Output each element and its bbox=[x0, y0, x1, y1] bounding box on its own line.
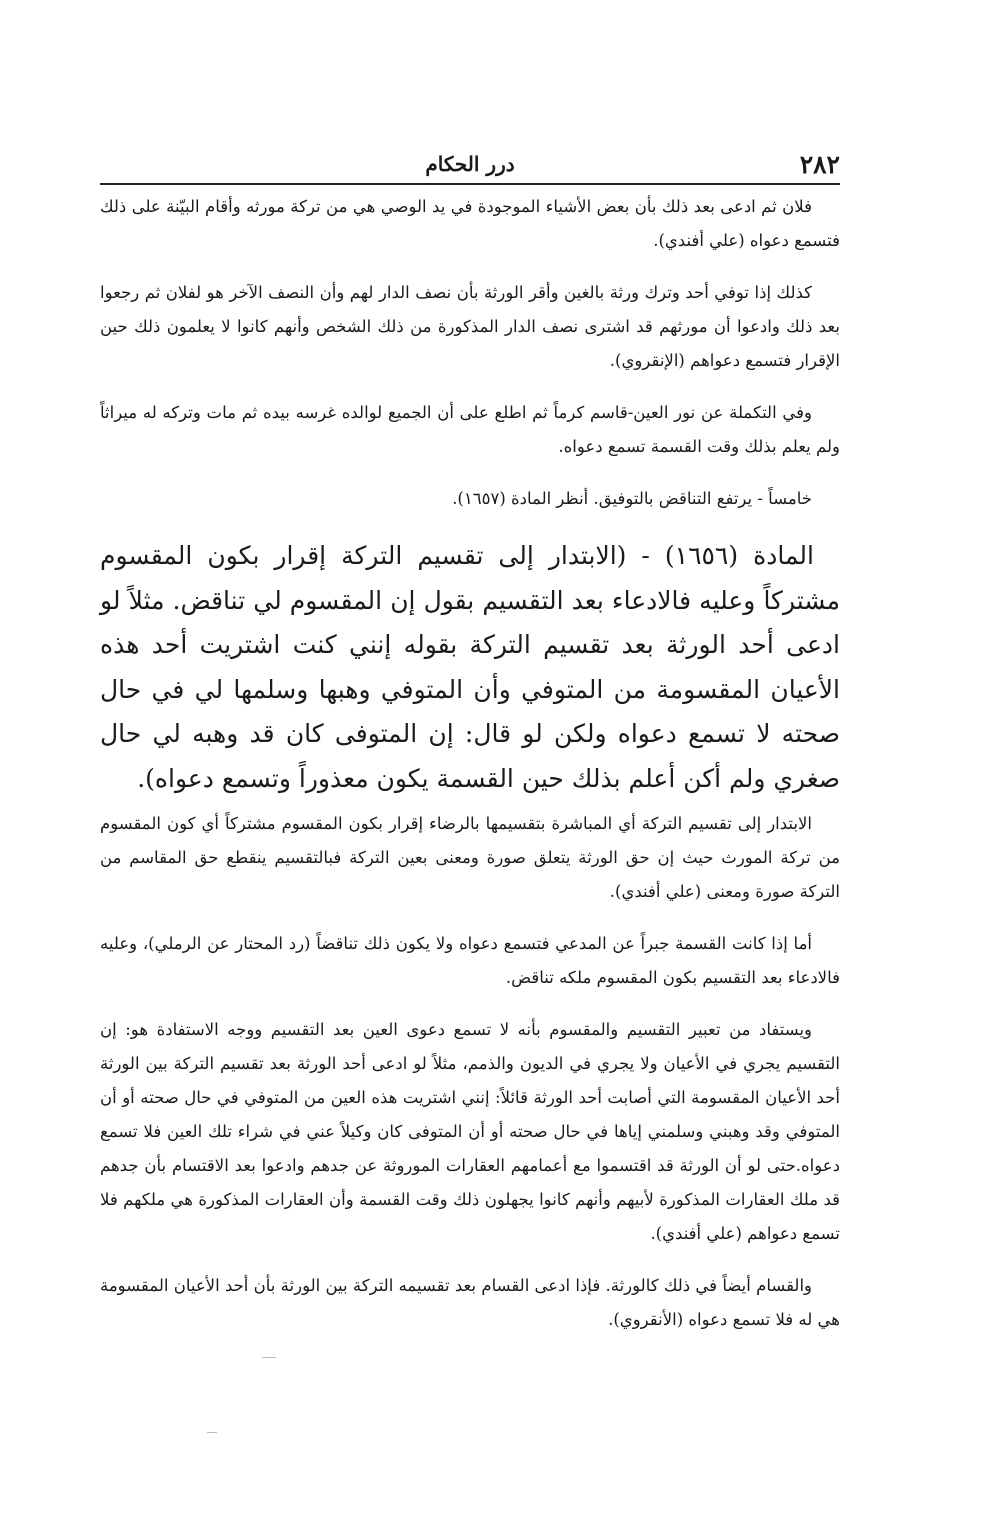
running-title: درر الحكام bbox=[425, 152, 515, 176]
paragraph-1: فلان ثم ادعى بعد ذلك بأن بعض الأشياء الموجودة في يد الوصي هي من تركة مورثه وأقام البيّنة على ذلك فتسمع دعواه (علي أفندي). bbox=[100, 197, 840, 250]
commentary-paragraph-3: ويستفاد من تعبير التقسيم والمقسوم بأنه لا تسمع دعوى العين بعد التقسيم ووجه الاستفادة هو: إن التقسيم يجري في الأعيان ولا يجري في الديون والذمم، مثلاً لو ادعى أحد الورثة بعد تقسيم التركة بين الورثة أحد الأعيان المقسومة التي أصابت أحد الورثة قائلاً: إنني اشتريت هذه العين من المتوفي في حال صحته أو أن المتوفي وقد وهبني وسلمني إياها في حال صحته أو أن المتوفى كان وكيلاً عني في شراء تلك العين فلا تسمع دعواه.حتى لو أن الورثة قد اقتسموا مع أعمامهم العقارات الموروثة عن جدهم وادعوا بعد الاقتسام بأن جدهم قد ملك العقارات المذكورة لأبيهم وأنهم كانوا يجهلون ذلك وقت القسمة وأن العقارات المذكورة هي ملكهم فلا تسمع دعواهم (علي أفندي). bbox=[100, 1020, 840, 1243]
commentary-paragraph-1: الابتدار إلى تقسيم التركة أي المباشرة بتقسيمها بالرضاء إقرار بكون المقسوم مشتركاً أي كون المقسوم من تركة المورث حيث إن حق الورثة يتعلق صورة ومعنى بعين التركة فبالتقسيم ينقطع حق المقاسم من التركة صورة ومعنى (علي أفندي). bbox=[100, 814, 840, 901]
commentary-paragraph-4: والقسام أيضاً في ذلك كالورثة. فإذا ادعى القسام بعد تقسيمه التركة بين الورثة بأن أحد الأعيان المقسومة هي له فلا تسمع دعواه (الأنقروي). bbox=[100, 1276, 840, 1329]
scan-speck bbox=[262, 1357, 276, 1358]
paragraph-2: كذلك إذا توفي أحد وترك ورثة بالغين وأقر الورثة بأن نصف الدار لهم وأن النصف الآخر هو لفلان ثم رجعوا بعد ذلك وادعوا أن مورثهم قد اشترى نصف الدار المذكورة من ذلك الشخص وأنهم كانوا لا يعلمون ذلك حين الإقرار فتسمع دعواهم (الإنقروي). bbox=[100, 283, 840, 370]
page-number: ٢٨٢ bbox=[799, 150, 840, 179]
page-header bbox=[100, 146, 840, 186]
commentary-paragraph-2: أما إذا كانت القسمة جبراً عن المدعي فتسمع دعواه ولا يكون ذلك تناقضاً (رد المحتار عن الرملي)، وعليه فالادعاء بعد التقسيم بكون المقسوم ملكه تناقض. bbox=[100, 934, 840, 987]
page-body bbox=[100, 190, 840, 1355]
scan-speck bbox=[207, 1432, 217, 1433]
header-rule bbox=[100, 183, 840, 185]
paragraph-3: وفي التكملة عن نور العين-قاسم كرماً ثم اطلع على أن الجميع لوالده غرسه بيده ثم مات وتركه له ميراثاً ولم يعلم بذلك وقت القسمة تسمع دعواه. bbox=[100, 403, 840, 456]
article-1656: المادة (١٦٥٦) - (الابتدار إلى تقسيم التركة إقرار بكون المقسوم مشتركاً وعليه فالادعاء بعد التقسيم بقول إن المقسوم لي تناقض. مثلاً لو ادعى أحد الورثة بعد تقسيم التركة بقوله إنني كنت اشتريت أحد هذه الأعيان المقسومة من المتوفي وأن المتوفي وهبها وسلمها لي في حال صحته لا تسمع دعواه ولكن لو قال: إن المتوفى كان قد وهبه لي حال صغري ولم أكن أعلم بذلك حين القسمة يكون معذوراً وتسمع دعواه). bbox=[100, 541, 840, 793]
paragraph-4: خامساً - يرتفع التناقض بالتوفيق. أنظر المادة (١٦٥٧). bbox=[452, 489, 812, 508]
